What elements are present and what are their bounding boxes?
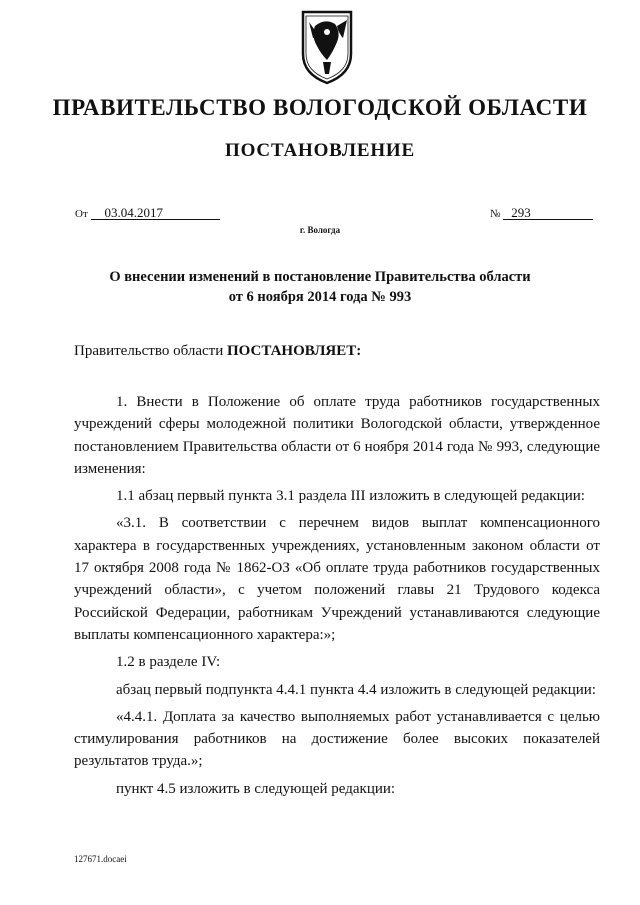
paragraph: 1.1 абзац первый пункта 3.1 раздела III изложить в следующей редакции:	[116, 488, 585, 505]
file-name: 127671.docaei	[74, 854, 127, 864]
number-value: 293	[503, 206, 593, 220]
resolves-keyword: ПОСТАНОВЛЯЕТ:	[226, 343, 362, 359]
resolves-prefix: Правительство области	[74, 343, 224, 359]
date-value: 03.04.2017	[91, 206, 220, 220]
government-title: ПРАВИТЕЛЬСТВО ВОЛОГОДСКОЙ ОБЛАСТИ	[52, 95, 588, 120]
number-prefix: №	[490, 208, 501, 220]
document-body	[74, 391, 600, 800]
city: г. Вологда	[299, 225, 341, 235]
paragraph: 1.2 в разделе IV:	[116, 654, 221, 671]
subject-line-2: от 6 ноября 2014 года № 993	[228, 289, 412, 305]
paragraph: абзац первый подпункта 4.4.1 пункта 4.4 изложить в следующей редакции:	[116, 681, 596, 698]
paragraph: 1. Внести в Положение об оплате труда работников государственных учреждений сферы молодежной политики Вологодской области, утвержденное постановлением Правительства области от 6 ноября 2014 года № 993, следующие изменения:	[74, 394, 600, 477]
document-date	[75, 206, 220, 220]
paragraph: «4.4.1. Доплата за качество выполняемых работ устанавливается с целью стимулирования работников на достижение более высоких показателей результатов труда.»;	[74, 708, 600, 770]
date-prefix: От	[75, 208, 88, 220]
subject-line-1: О внесении изменений в постановление Правительства области	[109, 269, 531, 285]
paragraph: пункт 4.5 изложить в следующей редакции:	[116, 780, 396, 797]
coat-of-arms-emblem	[297, 8, 357, 86]
document-subject	[90, 267, 550, 307]
resolves-line	[74, 343, 361, 360]
document-number	[490, 206, 593, 220]
document-type: ПОСТАНОВЛЕНИЕ	[225, 140, 415, 161]
paragraph: «3.1. В соответствии с перечнем видов выплат компенсационного характера в государственных учреждениях, установленным законом области от 17 октября 2008 года № 1862-ОЗ «Об оплате труда работников государственных учреждений области», с учетом положений главы 21 Трудового кодекса Российской Федерации, работникам Учреждений устанавливаются следующие выплаты компенсационного характера:»;	[74, 515, 600, 643]
